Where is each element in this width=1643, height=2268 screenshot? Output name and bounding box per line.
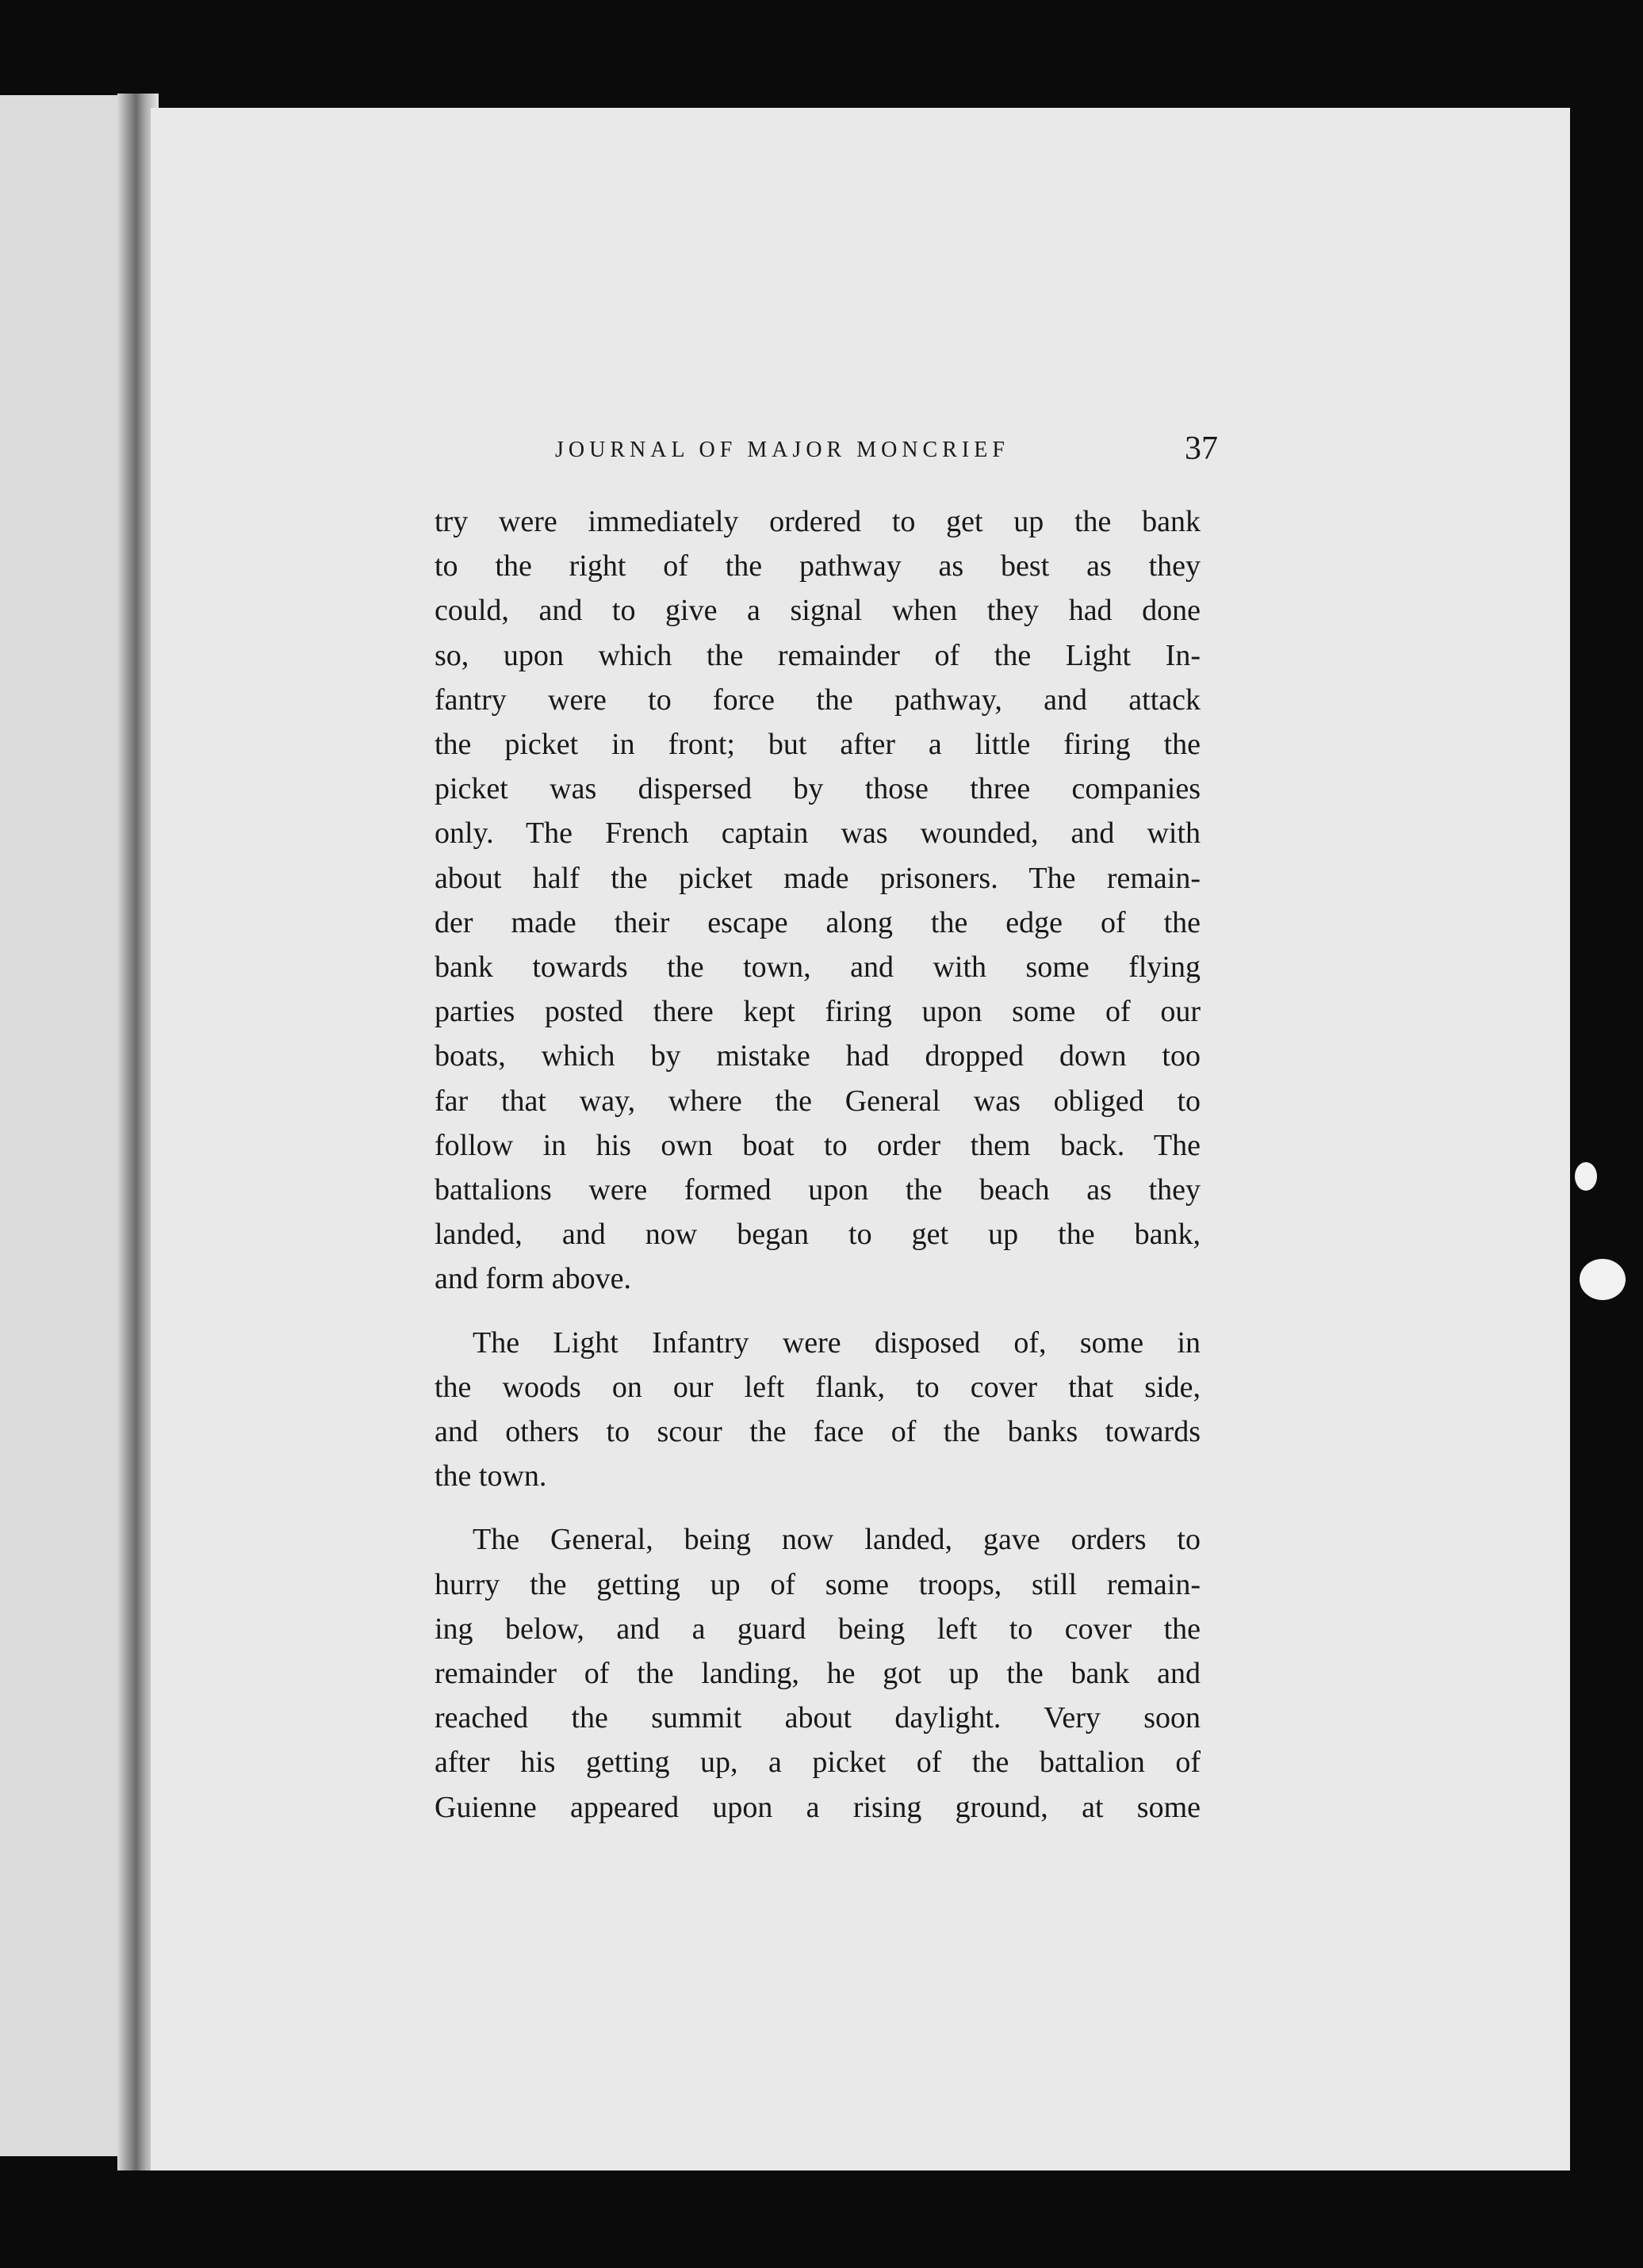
text-line: parties posted there kept firing upon some of our [435,995,1201,1029]
text-line: The Light Infantry were disposed of, some in [473,1325,1201,1360]
text-line: The General, being now landed, gave orders to [473,1523,1201,1557]
text-line: the woods on our left flank, to cover that side, [435,1370,1201,1404]
text-line: try were immediately ordered to get up the bank [435,505,1201,538]
page-header [555,430,1218,474]
text-line: picket was dispersed by those three companies [435,772,1201,806]
text-line: boats, which by mistake had dropped down too [435,1039,1201,1073]
text-line: the town. [435,1459,547,1494]
text-line: ing below, and a guard being left to cover the [435,1612,1201,1646]
text-line: could, and to give a signal when they had done [435,594,1201,628]
running-head: JOURNAL OF MAJOR MONCRIEF [555,438,1009,462]
text-line: Guienne appeared upon a rising ground, at some [435,1790,1201,1824]
text-line: the picket in front; but after a little firing the [435,728,1201,762]
scan-speck [1580,1259,1626,1300]
text-line: about half the picket made prisoners. The remain- [435,861,1201,895]
text-line: so, upon which the remainder of the Light In- [435,638,1201,672]
paragraph-2 [435,1321,1201,1499]
paragraph-3 [435,1517,1201,1829]
text-line: and form above. [435,1262,631,1296]
text-line: reached the summit about daylight. Very soon [435,1701,1201,1735]
text-line: only. The French captain was wounded, and with [435,817,1201,851]
text-line: fantry were to force the pathway, and attack [435,683,1201,717]
scan-speck [1575,1162,1597,1191]
text-line: follow in his own boat to order them back. The [435,1128,1201,1162]
text-line: bank towards the town, and with some flying [435,950,1201,985]
text-line: and others to scour the face of the banks towards [435,1415,1201,1449]
text-line: der made their escape along the edge of the [435,905,1201,939]
paragraph-1 [435,499,1201,1302]
text-line: remainder of the landing, he got up the bank and [435,1657,1201,1691]
page-number: 37 [1185,430,1218,467]
text-line: after his getting up, a picket of the battalion of [435,1746,1201,1780]
text-line: to the right of the pathway as best as they [435,549,1201,583]
left-page-edge [0,95,128,2156]
text-line: far that way, where the General was obliged to [435,1084,1201,1118]
text-line: battalions were formed upon the beach as they [435,1173,1201,1207]
text-line: landed, and now began to get up the bank, [435,1218,1201,1252]
body-text [435,499,1201,1830]
text-line: hurry the getting up of some troops, still remain- [435,1567,1201,1601]
